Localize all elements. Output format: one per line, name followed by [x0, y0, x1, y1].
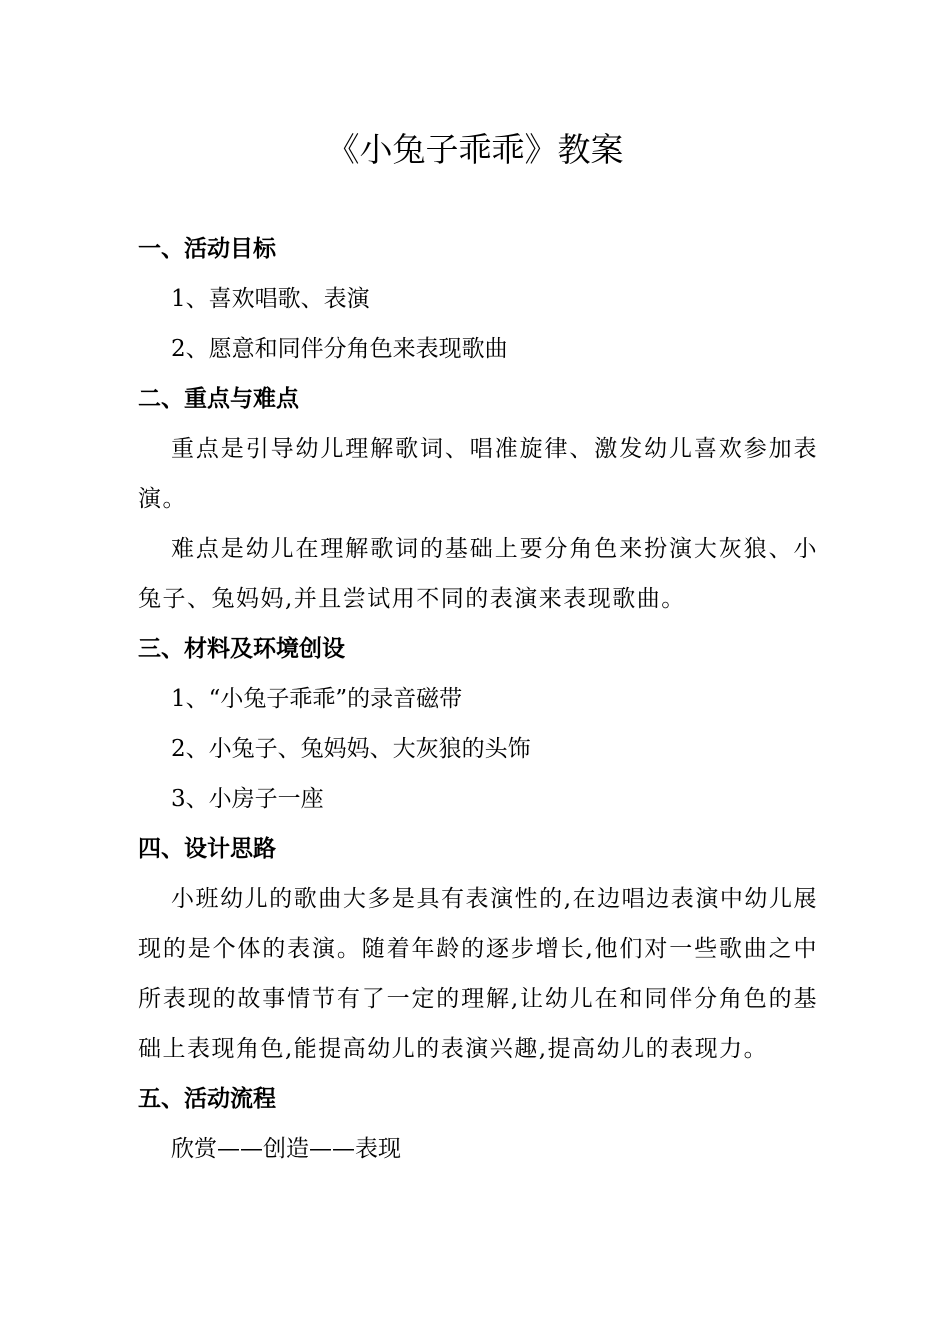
document-body [138, 224, 818, 1174]
section-heading-process: 五、活动流程 [138, 1086, 276, 1112]
material-item: 1、“小兔子乖乖”的录音磁带 [171, 686, 463, 712]
material-item: 2、小兔子、兔妈妈、大灰狼的头饰 [171, 736, 531, 762]
document-title: 《小兔子乖乖》教案 [326, 130, 624, 169]
material-item: 3、小房子一座 [171, 786, 324, 812]
section-heading-design: 四、设计思路 [138, 836, 276, 862]
section-heading-materials: 三、材料及环境创设 [138, 636, 345, 662]
difficulty-paragraph: 难点是幼儿在理解歌词的基础上要分角色来扮演大灰狼、小兔子、兔妈妈,并且尝试用不同的表演来表现歌曲。 [138, 536, 818, 612]
key-point-paragraph: 重点是引导幼儿理解歌词、唱准旋律、激发幼儿喜欢参加表演。 [138, 436, 818, 512]
design-paragraph: 小班幼儿的歌曲大多是具有表演性的,在边唱边表演中幼儿展现的是个体的表演。随着年龄的逐步增长,他们对一些歌曲之中所表现的故事情节有了一定的理解,让幼儿在和同伴分角色的基础上表现角色,能提高幼儿的表演兴趣,提高幼儿的表现力。 [138, 886, 818, 1062]
goal-item: 2、愿意和同伴分角色来表现歌曲 [171, 336, 508, 362]
goal-item: 1、喜欢唱歌、表演 [171, 286, 370, 312]
section-heading-key-points: 二、重点与难点 [138, 386, 299, 412]
section-heading-goals: 一、活动目标 [138, 236, 276, 262]
process-item: 欣赏——创造——表现 [171, 1136, 401, 1162]
